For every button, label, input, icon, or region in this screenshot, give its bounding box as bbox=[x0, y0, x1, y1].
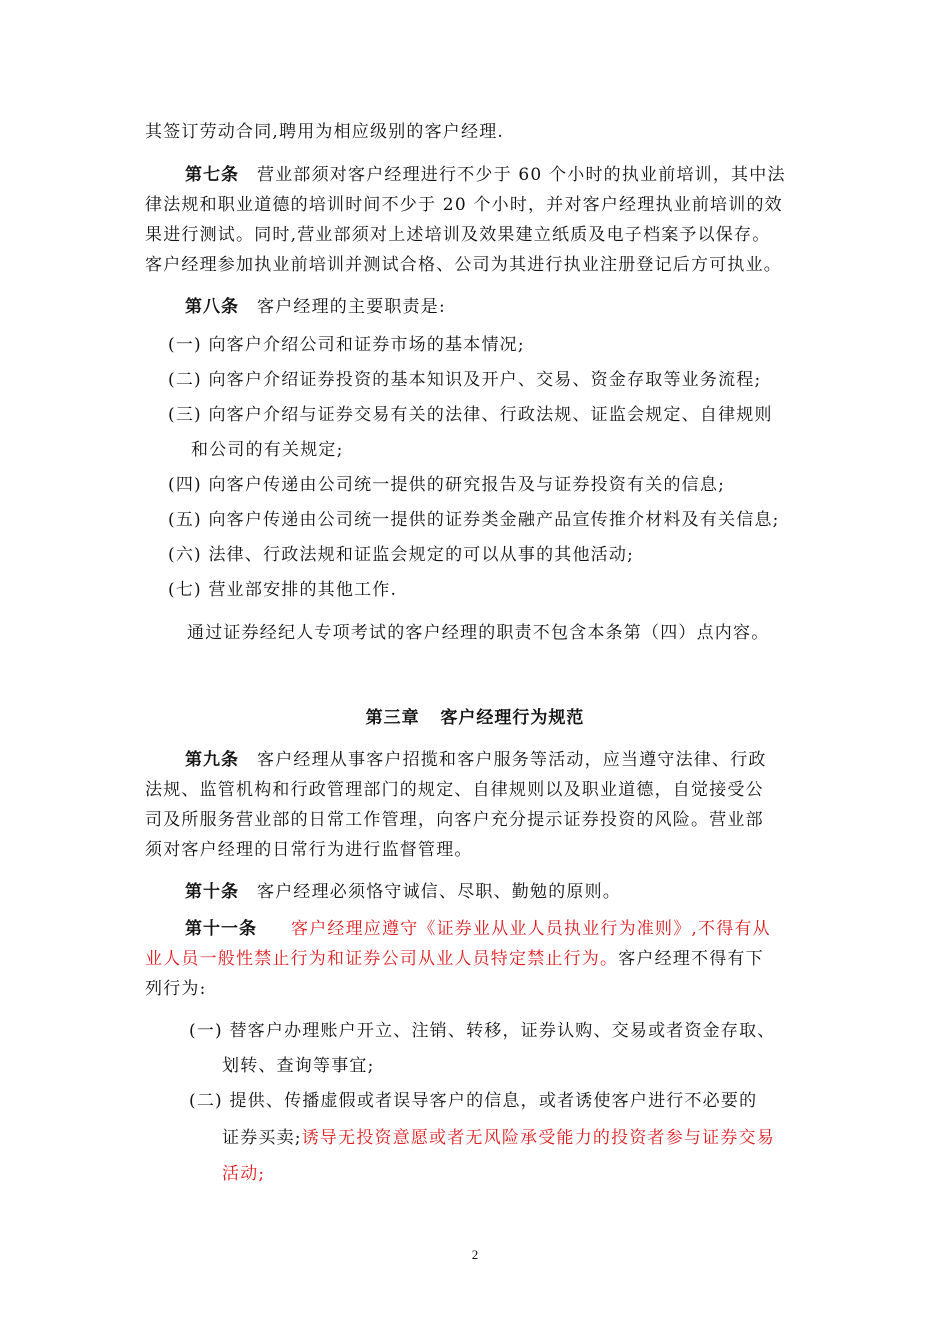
article-10-line-1: 第十条 客户经理必须恪守诚信、尽职、勤勉的原则。 bbox=[185, 882, 621, 902]
article-8-item-1: (一) 向客户介绍公司和证券市场的基本情况; bbox=[168, 335, 525, 355]
article-7-line-1: 第七条 营业部须对客户经理进行不少于 60 个小时的执业前培训，其中法 bbox=[185, 165, 786, 185]
article-8-item-4: (四) 向客户传递由公司统一提供的研究报告及与证券投资有关的信息; bbox=[168, 475, 725, 495]
article-10-heading: 第十条 bbox=[185, 882, 239, 902]
article-7-line-2: 律法规和职业道德的培训时间不少于 20 个小时，并对客户经理执业前培训的效 bbox=[145, 195, 783, 215]
article-11-line-2: 业人员一般性禁止行为和证券公司从业人员特定禁止行为。客户经理不得有下 bbox=[145, 949, 764, 969]
article-7-heading: 第七条 bbox=[185, 165, 239, 185]
article-11-item-2: (二) 提供、传播虚假或者误导客户的信息，或者诱使客户进行不必要的 bbox=[189, 1091, 758, 1111]
article-11-item-1: (一) 替客户办理账户开立、注销、转移，证券认购、交易或者资金存取、 bbox=[189, 1021, 776, 1041]
article-9-line-4: 须对客户经理的日常行为进行监督管理。 bbox=[145, 840, 473, 860]
article-8-item-3-cont: 和公司的有关规定; bbox=[191, 440, 344, 460]
article-8-item-7: (七) 营业部安排的其他工作. bbox=[168, 580, 398, 600]
article-8-item-5: (五) 向客户传递由公司统一提供的证券类金融产品宣传推介材料及有关信息; bbox=[168, 510, 780, 530]
text-line: 其签订劳动合同,聘用为相应级别的客户经理. bbox=[145, 122, 505, 142]
article-11-heading: 第十一条 bbox=[185, 919, 257, 939]
page-number: 2 bbox=[471, 1247, 479, 1262]
article-11-item-1-cont: 划转、查询等事宜; bbox=[222, 1056, 375, 1076]
article-11-line-3: 列行为: bbox=[145, 979, 207, 999]
article-9-line-2: 法规、监管机构和行政管理部门的规定、自律规则以及职业道德，自觉接受公 bbox=[145, 780, 764, 800]
article-8-item-6: (六) 法律、行政法规和证监会规定的可以从事的其他活动; bbox=[168, 545, 634, 565]
article-8-line-1: 第八条 客户经理的主要职责是: bbox=[185, 297, 446, 317]
article-8-note: 通过证券经纪人专项考试的客户经理的职责不包含本条第（四）点内容。 bbox=[187, 623, 770, 643]
article-11-item-2-cont-2: 活动; bbox=[222, 1164, 266, 1184]
article-8-item-2: (二) 向客户介绍证券投资的基本知识及开户、交易、资金存取等业务流程; bbox=[168, 370, 762, 390]
article-8-item-3: (三) 向客户介绍与证券交易有关的法律、行政法规、证监会规定、自律规则 bbox=[168, 405, 773, 425]
article-8-heading: 第八条 bbox=[185, 297, 239, 317]
article-7-line-4: 客户经理参加执业前培训并测试合格、公司为其进行执业注册登记后方可执业。 bbox=[145, 255, 782, 275]
article-11-line-1: 第十一条 客户经理应遵守《证券业从业人员执业行为准则》,不得有从 bbox=[185, 919, 771, 939]
article-9-line-1: 第九条 客户经理从事客户招揽和客户服务等活动，应当遵守法律、行政 bbox=[185, 750, 767, 770]
article-9-heading: 第九条 bbox=[185, 750, 239, 770]
article-11-item-2-cont: 证券买卖;诱导无投资意愿或者无风险承受能力的投资者参与证券交易 bbox=[222, 1128, 775, 1148]
article-7-line-3: 果进行测试。同时,营业部须对上述培训及效果建立纸质及电子档案予以保存。 bbox=[145, 225, 771, 245]
article-9-line-3: 司及所服务营业部的日常工作管理，向客户充分提示证券投资的风险。营业部 bbox=[145, 810, 764, 830]
chapter-3-heading: 第三章 客户经理行为规范 bbox=[365, 708, 585, 728]
